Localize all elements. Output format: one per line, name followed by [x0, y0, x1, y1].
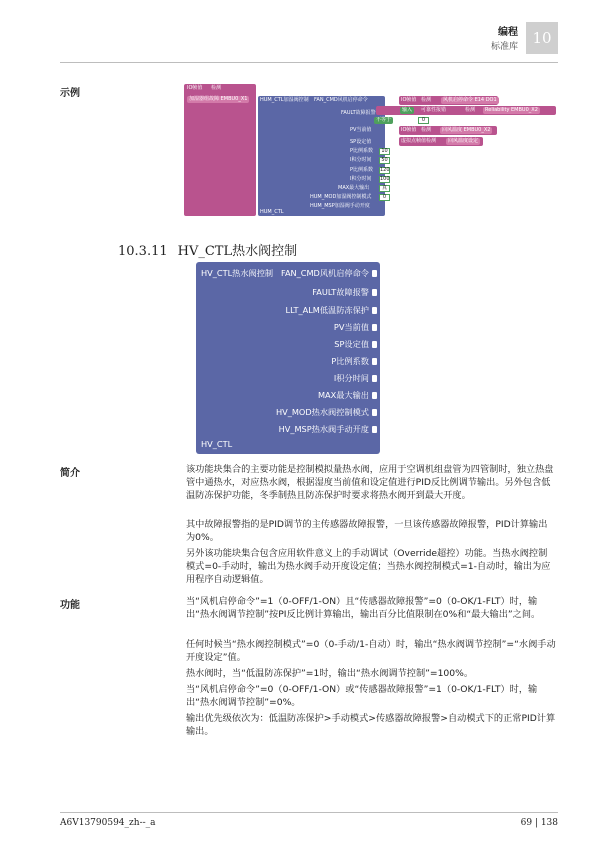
function-paragraph: 任何时候当“热水阀控制模式”=0（0-手动/1-自动）时，输出“热水阀调节控制”=“水阀手动开度设定”值。 — [186, 639, 556, 663]
block-pin: FAULT故障报警 — [312, 287, 369, 297]
header-title: 编程 — [498, 27, 518, 38]
example-input-value: Reliability EMBU0_X2 — [485, 107, 538, 113]
example-diagram — [178, 84, 558, 220]
pin-connector — [372, 375, 377, 382]
pin-connector — [372, 426, 377, 433]
pin-connector — [372, 324, 377, 331]
example-pin: MAX最大输出 — [338, 185, 370, 191]
block-pin: PV当前值 — [333, 322, 369, 332]
page-number: 69 | 138 — [520, 818, 558, 828]
example-input-tag: 虚拟点帧值 — [401, 138, 427, 144]
example-pin: HUM_MSP加湿阀手动开度 — [310, 203, 370, 209]
pin-connector — [372, 270, 377, 277]
intro-paragraph: 另外该功能块集合包含应用软件意义上的手动调试（Override超控）功能。当热水阀控制模式=0-手动时，输出为热水阀手动开度设定值；当热水阀控制模式=1-自动时，输出为应用程序自动逻辑值。 — [186, 548, 551, 585]
section-number: 10.3.11 — [118, 244, 168, 259]
function-label: 功能 — [60, 600, 80, 611]
example-pin-value: 0 — [379, 194, 390, 201]
example-pin-value: 120 — [380, 167, 390, 173]
pin-connector — [372, 409, 377, 416]
pin-connector — [372, 392, 377, 399]
block-pin: LLT_ALM低温防冻保护 — [285, 305, 369, 315]
example-input-value: 风机启停命令 E14 DO1 — [443, 97, 497, 103]
hv-ctl-function-block — [196, 262, 380, 454]
section-title: HV_CTL热水阀控制 — [177, 244, 298, 259]
block-pin: I积分时间 — [333, 373, 369, 383]
example-input-tag: IO帧值 — [401, 127, 417, 133]
example-input-tag: IO帧值 — [401, 97, 417, 103]
document-id: A6V13790594_zh--_a — [60, 818, 156, 828]
pin-connector — [372, 358, 377, 365]
example-input-value: 回风温度 EMBU0_X2 — [442, 127, 491, 133]
example-pin: P比例系数 — [350, 148, 374, 154]
example-input-tag: 检测 — [421, 97, 432, 103]
function-paragraph: 输出优先级依次为：低温防冻保护>手动模式>传感器故障报警>自动模式下的正常PID计算输出。 — [186, 713, 556, 737]
intro-label: 简介 — [60, 468, 80, 479]
header-subtitle: 标准库 — [490, 42, 518, 52]
example-pin: I积分时间 — [350, 176, 372, 182]
intro-paragraph: 该功能块集合的主要功能是控制模拟量热水阀，应用于空调机组盘管为四管制时，独立热盘管中通热水，对应热水阀，根据湿度当前值和设定值进行PID反比例调节输出。另外包含低温防冻保护功能，冬季制热且防冻保护时要求将热水阀开到最大开度。 — [186, 464, 554, 501]
chapter-number: 10 — [526, 22, 558, 54]
example-input-tag: 检测 — [426, 138, 437, 144]
example-compare-value: 0 — [418, 117, 429, 124]
example-pin: PV当前值 — [350, 127, 372, 133]
example-pin: HUM_MOD加湿阀控制模式 — [310, 194, 372, 200]
example-left-tag: IO帧值 — [187, 85, 203, 91]
example-left-tag2: 检测 — [211, 85, 222, 91]
footer-divider — [60, 812, 558, 813]
block-pin: P比例系数 — [331, 356, 369, 366]
example-pin: FAN_CMD风机启停命令 — [314, 97, 368, 103]
block-pin: FAN_CMD风机启停命令 — [281, 268, 369, 278]
pin-connector — [372, 341, 377, 348]
example-compare-op: 不等于 — [376, 117, 392, 123]
example-pin-value: 100 — [380, 176, 390, 182]
block-title: HV_CTL热水阀控制 — [201, 268, 274, 278]
intro-paragraph: 其中故障报警指的是PID调节的主传感器故障报警，一旦该传感器故障报警，PID计算输出为0%。 — [186, 519, 548, 543]
example-compare-label: 输入2 — [398, 117, 412, 123]
example-pin: SP设定值 — [350, 139, 372, 145]
example-label: 示例 — [60, 88, 80, 99]
section-heading — [118, 240, 307, 259]
header-divider — [60, 62, 558, 63]
example-input-tag: 可靠性报错 — [421, 107, 447, 113]
block-pin: SP设定值 — [334, 339, 369, 349]
pin-connector — [372, 307, 377, 314]
example-input-tag: 输入 — [402, 107, 413, 113]
example-input-value: 回风温度设定 — [448, 138, 479, 144]
example-input-block — [184, 84, 256, 216]
example-pin: I积分时间 — [350, 157, 372, 163]
example-input-tag: 检测 — [421, 127, 432, 133]
function-paragraph: 当“风机启停命令”=1（0-OFF/1-ON）且“传感器故障报警”=0（0-OK/1-FLT）时，输出“热水阀调节控制”按PI反比例计算输出，输出百分比值限制在0%和“最大输出”之间。 — [186, 596, 541, 620]
block-pin: HV_MOD热水阀控制模式 — [276, 407, 369, 417]
example-pin-value: 10 — [379, 148, 390, 155]
block-pin: HV_MSP热水阀手动开度 — [278, 424, 369, 434]
example-main-title: HUM_CTL加湿阀控制 — [260, 97, 309, 103]
pin-connector — [372, 289, 377, 296]
example-pin: P比例系数 — [350, 167, 374, 173]
example-pin-value: 真 — [379, 185, 390, 192]
page-header — [491, 26, 518, 54]
example-main-footer: HUM_CTL — [260, 209, 284, 215]
example-input-tag: 检测 — [465, 107, 476, 113]
block-pin: MAX最大输出 — [317, 390, 369, 400]
function-paragraph: 热水阀时，当“低温防冻保护”=1时，输出“热水阀调节控制”=100%。 — [186, 668, 474, 679]
block-footer: HV_CTL — [201, 439, 233, 449]
example-pin: FAULT故障报警 — [341, 110, 376, 116]
example-pin-value: 50 — [379, 157, 390, 164]
example-left-input: 加湿器组故障 EMBU0_X1 — [189, 96, 248, 102]
function-paragraph: 当“风机启停命令”=0（0-OFF/1-ON）或“传感器故障报警”=1（0-OK/1-FLT）时，输出“热水阀调节控制”=0%。 — [186, 684, 538, 708]
